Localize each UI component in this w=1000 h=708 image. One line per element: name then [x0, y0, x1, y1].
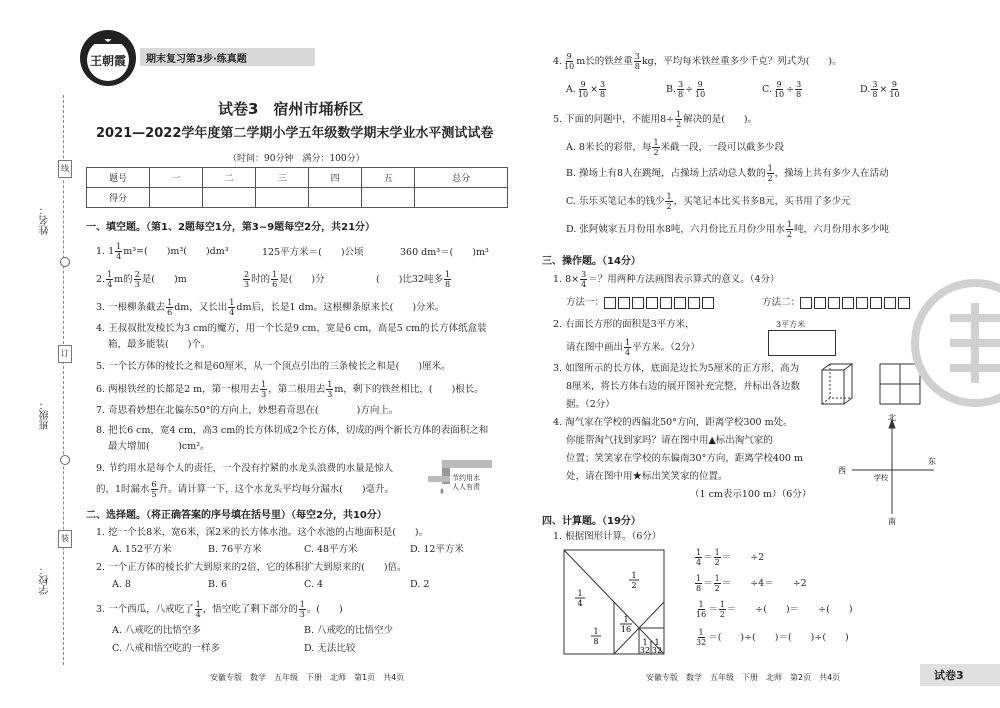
direction-map[interactable] [830, 414, 940, 528]
faucet-illustration [422, 456, 508, 506]
question: 5. 一个长方体的棱长之和是60厘米，从一个顶点引出的三条棱长之和是( )厘米。 [96, 361, 451, 372]
score-cell[interactable] [309, 188, 362, 208]
question: 3. 一根柳条截去 $\frac{1}{6}$ dm，又长出 $\frac{1}{4}$ dm后，长是1 dm。这根柳条原来长( )分米。 [96, 298, 445, 317]
svg-text:2: 2 [631, 581, 637, 590]
class-label: 班级： [40, 400, 51, 430]
option: A. $\frac{9}{10}$ × $\frac{3}{8}$ [566, 80, 606, 99]
score-header: 二 [203, 168, 256, 188]
east-label: 东 [928, 457, 936, 466]
gutter-tag: 线 [58, 160, 72, 178]
equation: $\frac{1}{4}$ ＝ $\frac{1}{2}$ ＝ ÷2 [696, 548, 765, 567]
gutter-tag: 订 [58, 345, 72, 363]
paper-tag [920, 664, 1000, 686]
seal-mark [60, 257, 70, 267]
banner-text: 期末复习第3步·练真题 [146, 54, 247, 65]
brand-logo [80, 30, 136, 86]
svg-text:16: 16 [620, 625, 632, 634]
question: 1. 8× $\frac{3}{4}$ ＝？用两种方法画图表示算式的意义。（4分） [553, 270, 780, 289]
score-cell[interactable] [203, 188, 256, 208]
option: A. 8米长的彩带，每 $\frac{1}{2}$ 米截一段，一段可以截多少段 [566, 138, 785, 157]
svg-text:8: 8 [593, 637, 599, 646]
question: $\frac{2}{3}$ 时的 $\frac{1}{6}$ 是( )分 [244, 270, 325, 289]
rect-label: 3平方米 [776, 320, 806, 329]
equation: $\frac{1}{8}$ ＝ $\frac{1}{2}$ ＝ ÷4＝ ÷2 [696, 574, 807, 593]
school-label: 学校 [874, 474, 888, 482]
svg-text:1: 1 [577, 589, 583, 598]
seal-mark [60, 455, 70, 465]
svg-text:1: 1 [654, 638, 660, 647]
question: 8. 把长6 cm，宽4 cm，高3 cm的长方体切成2个长方体，切成的两个新长方体的表面积之和 [96, 425, 489, 436]
option: D. 无法比较 [304, 643, 356, 654]
question: 4. 淘气家在学校的西偏北50°方向，距离学校300 m处。 [553, 417, 793, 428]
watermark-stamp [905, 278, 1000, 408]
svg-text:4: 4 [577, 599, 583, 608]
score-header: 题号 [87, 168, 150, 188]
method-label: 方法一： [566, 296, 716, 310]
option: D. 2 [410, 579, 430, 590]
option: C. 48平方米 [304, 544, 358, 555]
equation: $\frac{1}{16}$ ＝ $\frac{1}{2}$ ＝ ÷( )＝ ÷( ) [696, 600, 853, 619]
option: D. 张阿姨家五月份用水8吨，六月份比五月份少用水 $\frac{1}{2}$ 吨，六月份用水多少吨 [566, 220, 889, 239]
question: 2. $\frac{1}{4}$ m的 $\frac{2}{3}$ 是( )m [96, 270, 187, 289]
binding-gutter [0, 0, 90, 708]
option: C. 八戒和悟空吃的一样多 [112, 643, 220, 654]
svg-text:32: 32 [651, 646, 663, 655]
score-row-label: 得分 [87, 188, 150, 208]
question: 9. 节约用水是每个人的责任，一个没有拧紧的水龙头浪费的水量是惊人 [96, 463, 394, 474]
score-header: 一 [150, 168, 203, 188]
page-footer: 安徽专版 数学 五年级 下册 北师 第1页 共4页 [210, 673, 405, 682]
question: 2. 一个正方体的棱长扩大到原来的2倍，它的体积扩大到原来的( )倍。 [96, 562, 407, 573]
question: 125平方米＝( )公顷 [262, 247, 364, 258]
question: 处，请在图中用★标出笑笑家的位置。 [566, 471, 728, 482]
gutter-tag: 装 [58, 530, 72, 548]
question: 3. 一个西瓜，八戒吃了 $\frac{1}{4}$ ，悟空吃了剩下部分的 $\frac{1}{3}$ 。( ) [96, 600, 343, 619]
question: 4. 王叔叔批发棱长为3 cm的魔方，用一个长是9 cm，宽是6 cm，高是5 cm的长方体纸盒装 [96, 323, 487, 334]
svg-text:1: 1 [631, 571, 637, 580]
question: 箱，最多能装( )个。 [108, 339, 211, 350]
question: 6. 两根铁丝的长都是2 m，第一根用去 $\frac{1}{3}$ ，第二根用去 $\frac{1}{3}$ m，剩下的铁丝相比，( )根长。 [96, 380, 484, 399]
question: 5. 下面的问题中，不能用8÷ $\frac{1}{2}$ 解决的是( )。 [553, 110, 758, 129]
fraction-square-diagram [562, 548, 668, 656]
school-label: 学校： [40, 565, 51, 595]
question: 1. 1 $\frac{1}{4}$ m³=( )m³( )dm³ [96, 242, 229, 261]
svg-text:1: 1 [642, 638, 648, 647]
question: 2. 右面长方形的面积是3平方米， [553, 319, 695, 330]
option: A. 8 [112, 579, 131, 590]
question: 360 dm³＝( )m³ [400, 247, 489, 258]
section-heading: 四、计算题。（19分） [542, 516, 641, 527]
question: 8厘米，将长方体右边的展开图补充完整，并标出各边数 [566, 381, 801, 392]
exam-info: （时间：90分钟 满分：100分） [228, 154, 365, 164]
option: C. 乐乐买笔记本的钱少 $\frac{1}{2}$ ，买笔记本比买书多8元，买书用了多少元 [566, 192, 851, 211]
logo-text: 王朝霞 [89, 54, 127, 68]
south-label: 南 [888, 517, 896, 526]
score-cell[interactable] [362, 188, 415, 208]
question: 请在图中画出 $\frac{1}{4}$ 平方米。（2分） [566, 338, 700, 357]
option: B. 76平方米 [208, 544, 262, 555]
question: 的，1时漏水 $\frac{6}{5}$ 升。请计算一下，这个水龙头平均每分漏水( )毫升。 [96, 480, 395, 499]
question: 位置；笑笑家在学校的东偏南30°方向，距离学校400 m [566, 453, 803, 464]
question: 7. 奇思看妙想在北偏东50°的方向上，妙想看奇思在( )方向上。 [96, 405, 399, 416]
score-cell[interactable] [150, 188, 203, 208]
page-footer: 安徽专版 数学 五年级 下册 北师 第2页 共4页 [646, 673, 841, 682]
score-header: 四 [309, 168, 362, 188]
question: 最大增加( )cm²。 [108, 441, 210, 452]
west-label: 西 [838, 466, 846, 475]
option: C. 4 [304, 579, 324, 590]
page-title: 试卷3 宿州市埇桥区 [218, 100, 364, 118]
option: C. $\frac{9}{10}$ ÷ $\frac{3}{8}$ [762, 80, 802, 99]
option: B. 6 [208, 579, 228, 590]
option: B. $\frac{3}{8}$ ÷ $\frac{9}{10}$ [666, 80, 706, 99]
name-label: 姓名： [40, 205, 51, 235]
option: B. 八戒吃的比悟空少 [304, 625, 394, 636]
option: D. $\frac{3}{8}$ × $\frac{9}{10}$ [860, 80, 900, 99]
option: A. 152平方米 [112, 544, 172, 555]
option: D. 12平方米 [410, 544, 464, 555]
option: A. 八戒吃的比悟空多 [112, 625, 201, 636]
method-label: 方法二： [762, 296, 912, 310]
section-heading: 二、选择题。（将正确答案的序号填在括号里）（每空2分，共10分） [86, 510, 387, 521]
svg-text:1: 1 [623, 615, 629, 624]
question: 你能帮淘气找到家吗？请在图中用▲标出淘气家的 [566, 435, 773, 446]
area-rectangle[interactable] [768, 330, 836, 356]
scale-note: （1 cm表示100 m）（6分） [690, 489, 812, 500]
cut-line [63, 95, 64, 665]
page-subtitle: 2021—2022学年度第二学期小学五年级数学期末学业水平测试试卷 [96, 126, 494, 141]
option: B. 操场上有8人在跳绳，占操场上活动总人数的 $\frac{1}{2}$ ，操场上共有多少人在活动 [566, 164, 889, 183]
crown-icon [80, 30, 136, 86]
question: ( )比32吨多 $\frac{1}{8}$ [376, 270, 451, 289]
north-label: 北 [888, 414, 896, 422]
svg-text:32: 32 [639, 646, 651, 655]
question: 1. 根据图形计算。（6分） [553, 531, 662, 542]
section-heading: 三、操作题。（14分） [542, 256, 641, 267]
score-cell[interactable] [415, 188, 508, 208]
question: 据。（2分） [566, 399, 615, 410]
header-banner [140, 48, 315, 66]
score-header: 总分 [415, 168, 508, 188]
tap-caption: 节约用水 人人有责 [452, 474, 480, 491]
section-heading: 一、填空题。（第1、2题每空1分，第3~9题每空2分，共21分） [86, 222, 376, 233]
equation: $\frac{1}{32}$ ＝( )÷( )＝( )÷( ) [696, 628, 849, 647]
score-header: 三 [256, 168, 309, 188]
score-table [86, 167, 508, 208]
score-header: 五 [362, 168, 415, 188]
question: 4. $\frac{9}{10}$ m长的铁丝重 $\frac{3}{8}$ kg，平均每米铁丝重多少千克？列式为( )。 [553, 52, 842, 71]
question: 1. 挖一个长8米，宽6米，深2米的长方体水池。这个水池的占地面积是( )。 [96, 527, 429, 538]
paper-tag-label: 试卷3 [934, 669, 964, 682]
score-cell[interactable] [256, 188, 309, 208]
question: 3. 如图所示的长方体，底面是边长为5厘米的正方形，高为 [553, 363, 800, 374]
svg-text:1: 1 [593, 627, 599, 636]
